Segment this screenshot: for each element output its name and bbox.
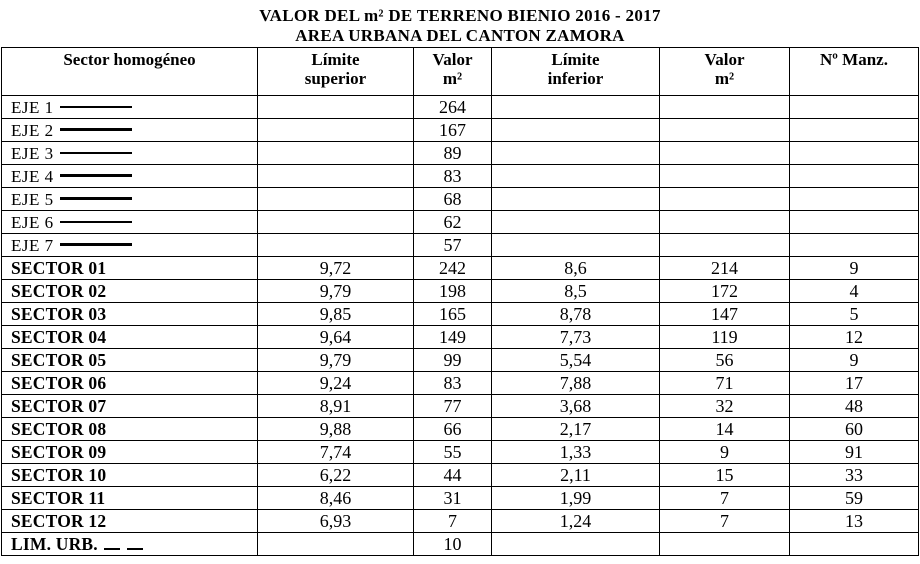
sector-valor-superior: 66 (414, 418, 492, 441)
sector-name: SECTOR 02 (2, 280, 258, 303)
sector-row (2, 303, 919, 326)
eje-line-symbol (60, 128, 132, 131)
dashed-line-symbol (104, 534, 150, 554)
eje-name-cell: EJE 1 (2, 96, 258, 119)
sector-valor-superior: 77 (414, 395, 492, 418)
sector-limite-inferior: 5,54 (492, 349, 660, 372)
sector-limite-superior: 9,24 (258, 372, 414, 395)
header-row (2, 48, 919, 96)
sector-name: SECTOR 03 (2, 303, 258, 326)
eje-valor: 62 (414, 211, 492, 234)
sector-limite-inferior: 7,73 (492, 326, 660, 349)
sector-limite-superior: 9,79 (258, 280, 414, 303)
sector-valor-superior: 55 (414, 441, 492, 464)
sector-num-manzanas: 9 (790, 257, 919, 280)
sector-row (2, 510, 919, 533)
lim-urb-name-cell: LIM. URB. (2, 533, 258, 556)
eje-line-symbol (60, 152, 132, 154)
sector-valor-superior: 31 (414, 487, 492, 510)
sector-valor-superior: 165 (414, 303, 492, 326)
header-sector: Sector homogéneo (2, 48, 258, 96)
sector-valor-inferior: 7 (660, 510, 790, 533)
sector-row (2, 349, 919, 372)
sector-name: SECTOR 04 (2, 326, 258, 349)
land-value-table (1, 47, 919, 556)
sector-num-manzanas: 13 (790, 510, 919, 533)
eje-valor: 83 (414, 165, 492, 188)
sector-limite-inferior: 2,17 (492, 418, 660, 441)
sector-row (2, 326, 919, 349)
sector-limite-inferior: 1,24 (492, 510, 660, 533)
title-line-1: VALOR DEL m² DE TERRENO BIENIO 2016 - 2017 (259, 6, 661, 25)
sector-name: SECTOR 12 (2, 510, 258, 533)
sector-name: SECTOR 01 (2, 257, 258, 280)
eje-valor: 68 (414, 188, 492, 211)
sector-valor-inferior: 14 (660, 418, 790, 441)
sector-valor-inferior: 214 (660, 257, 790, 280)
sector-valor-superior: 44 (414, 464, 492, 487)
header-valor-inferior: Valor m² (660, 48, 790, 96)
sector-valor-superior: 242 (414, 257, 492, 280)
eje-line-symbol (60, 221, 132, 223)
sector-valor-inferior: 172 (660, 280, 790, 303)
sector-row (2, 372, 919, 395)
sector-num-manzanas: 12 (790, 326, 919, 349)
sector-limite-inferior: 2,11 (492, 464, 660, 487)
sector-limite-superior: 9,72 (258, 257, 414, 280)
sector-valor-inferior: 119 (660, 326, 790, 349)
sector-limite-inferior: 8,78 (492, 303, 660, 326)
sector-valor-superior: 99 (414, 349, 492, 372)
sector-valor-inferior: 71 (660, 372, 790, 395)
sector-limite-inferior: 1,99 (492, 487, 660, 510)
eje-row (2, 211, 919, 234)
lim-urb-row (2, 533, 919, 556)
eje-name-cell: EJE 2 (2, 119, 258, 142)
sector-valor-superior: 149 (414, 326, 492, 349)
sector-num-manzanas: 4 (790, 280, 919, 303)
eje-valor: 57 (414, 234, 492, 257)
sector-num-manzanas: 17 (790, 372, 919, 395)
sector-limite-inferior: 8,6 (492, 257, 660, 280)
sector-name: SECTOR 05 (2, 349, 258, 372)
eje-row (2, 165, 919, 188)
sector-name: SECTOR 09 (2, 441, 258, 464)
sector-limite-superior: 8,46 (258, 487, 414, 510)
sector-name: SECTOR 10 (2, 464, 258, 487)
sector-limite-superior: 6,93 (258, 510, 414, 533)
sector-valor-superior: 7 (414, 510, 492, 533)
sector-limite-inferior: 1,33 (492, 441, 660, 464)
lim-urb-valor: 10 (414, 533, 492, 556)
eje-row (2, 234, 919, 257)
eje-row (2, 142, 919, 165)
eje-name-cell: EJE 4 (2, 165, 258, 188)
title-line-2: AREA URBANA DEL CANTON ZAMORA (295, 26, 625, 45)
sector-row (2, 395, 919, 418)
sector-num-manzanas: 9 (790, 349, 919, 372)
eje-line-symbol (60, 197, 132, 200)
sector-num-manzanas: 91 (790, 441, 919, 464)
sector-limite-superior: 9,88 (258, 418, 414, 441)
sector-row (2, 418, 919, 441)
sector-row (2, 441, 919, 464)
sector-valor-superior: 198 (414, 280, 492, 303)
sector-num-manzanas: 33 (790, 464, 919, 487)
document-title (0, 6, 920, 46)
eje-line-symbol (60, 174, 132, 177)
sector-valor-inferior: 9 (660, 441, 790, 464)
sector-name: SECTOR 07 (2, 395, 258, 418)
header-valor-superior: Valor m² (414, 48, 492, 96)
sector-num-manzanas: 48 (790, 395, 919, 418)
sector-num-manzanas: 5 (790, 303, 919, 326)
eje-name-cell: EJE 6 (2, 211, 258, 234)
header-limite-superior: Límite superior (258, 48, 414, 96)
header-num-manzanas: Nº Manz. (790, 48, 919, 96)
sector-row (2, 280, 919, 303)
sector-name: SECTOR 06 (2, 372, 258, 395)
eje-row (2, 188, 919, 211)
sector-valor-inferior: 15 (660, 464, 790, 487)
sector-num-manzanas: 60 (790, 418, 919, 441)
sector-limite-superior: 6,22 (258, 464, 414, 487)
sector-limite-inferior: 3,68 (492, 395, 660, 418)
eje-name-cell: EJE 3 (2, 142, 258, 165)
sector-row (2, 257, 919, 280)
sector-limite-superior: 8,91 (258, 395, 414, 418)
header-limite-inferior: Límite inferior (492, 48, 660, 96)
sector-valor-superior: 83 (414, 372, 492, 395)
sector-valor-inferior: 56 (660, 349, 790, 372)
sector-limite-inferior: 7,88 (492, 372, 660, 395)
sector-valor-inferior: 32 (660, 395, 790, 418)
sector-name: SECTOR 08 (2, 418, 258, 441)
sector-valor-inferior: 147 (660, 303, 790, 326)
eje-name-cell: EJE 5 (2, 188, 258, 211)
sector-limite-inferior: 8,5 (492, 280, 660, 303)
sector-limite-superior: 7,74 (258, 441, 414, 464)
eje-valor: 167 (414, 119, 492, 142)
sector-limite-superior: 9,79 (258, 349, 414, 372)
eje-row (2, 96, 919, 119)
eje-name-cell: EJE 7 (2, 234, 258, 257)
sector-limite-superior: 9,64 (258, 326, 414, 349)
sector-row (2, 487, 919, 510)
sector-row (2, 464, 919, 487)
eje-line-symbol (60, 106, 132, 108)
eje-row (2, 119, 919, 142)
sector-num-manzanas: 59 (790, 487, 919, 510)
eje-line-symbol (60, 243, 132, 246)
eje-valor: 89 (414, 142, 492, 165)
sector-limite-superior: 9,85 (258, 303, 414, 326)
sector-valor-inferior: 7 (660, 487, 790, 510)
eje-valor: 264 (414, 96, 492, 119)
sector-name: SECTOR 11 (2, 487, 258, 510)
